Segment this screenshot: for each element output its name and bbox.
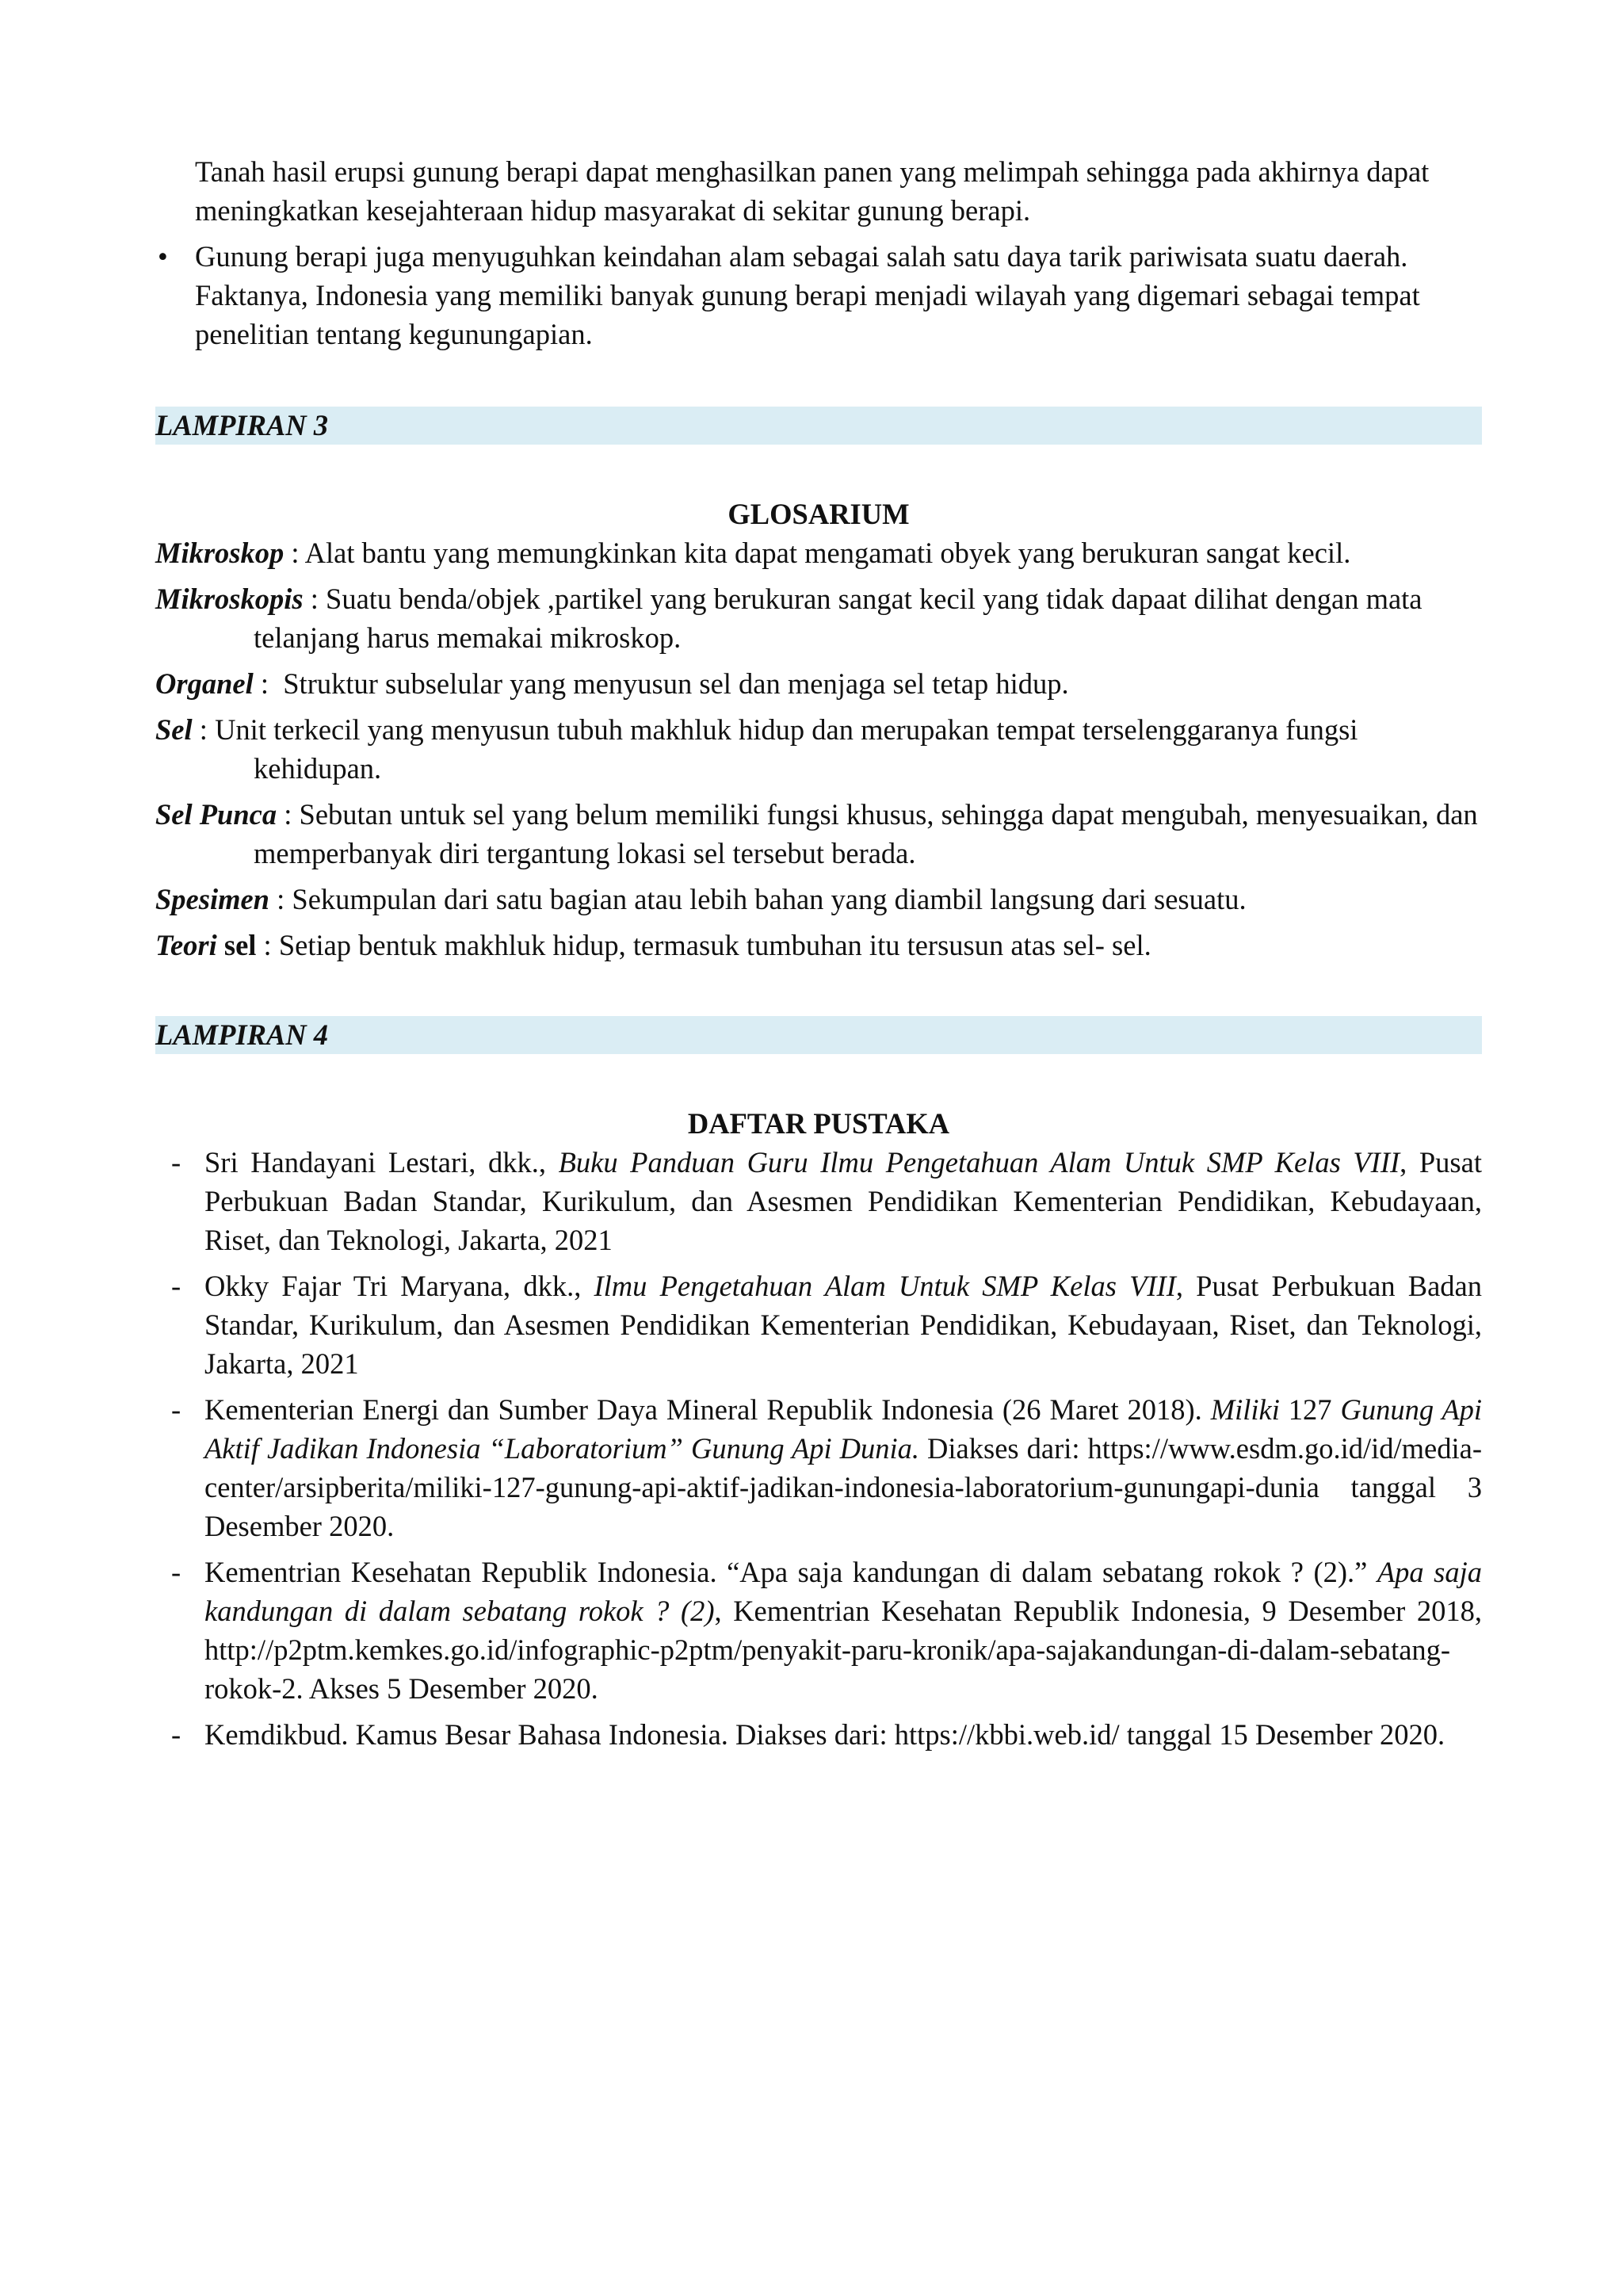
reference-text: , Kementrian Kesehatan Republik Indonesia, 9 Desember 2018, http://p2ptm.kemkes.go.id/infographic-p2ptm/penyakit-paru-kronik/apa-sajakandungan-di-dalam-sebatang-rokok-2. Akses 5 Desember 2020. [204, 1595, 1482, 1705]
glossary-entry [155, 926, 1482, 965]
reference-text: 127 [1279, 1393, 1341, 1426]
reference-title: Apa saja kandungan di dalam sebatang rokok ? (2) [204, 1556, 1482, 1627]
reference-text: , Pusat Perbukuan Badan Standar, Kurikulum, dan Asesmen Pendidikan Kementerian Pendidikan, Kebudayaan, Riset, dan Teknologi, Jakarta, 2021 [204, 1270, 1482, 1380]
glossary-definition: Sebutan untuk sel yang belum memiliki fungsi khusus, sehingga dapat mengubah, menyesuaikan, dan memperbanyak diri tergantung lokasi sel tersebut berada. [254, 798, 1478, 869]
glossary-separator: : [277, 798, 300, 831]
reference-dash: - [171, 1393, 181, 1426]
glossary-list [155, 533, 1482, 965]
glossary-separator: : [256, 929, 279, 961]
glossary-entry [155, 579, 1482, 657]
glossary-term-plain: sel [216, 929, 257, 961]
glosarium-heading: GLOSARIUM [727, 498, 910, 530]
glossary-term: Spesimen [155, 883, 269, 915]
reference-text: Sri Handayani Lestari, dkk., [204, 1146, 559, 1179]
daftar-pustaka-heading: DAFTAR PUSTAKA [687, 1107, 950, 1140]
lampiran-3-header [155, 407, 1482, 445]
glossary-term: Sel Punca [155, 798, 277, 831]
reference-item [155, 1715, 1482, 1754]
reference-item [155, 1390, 1482, 1545]
reference-text: Okky Fajar Tri Maryana, dkk., [204, 1270, 594, 1302]
reference-text: Kementerian Energi dan Sumber Daya Mineral Republik Indonesia (26 Maret 2018). [204, 1393, 1211, 1426]
reference-text: , Pusat Perbukuan Badan Standar, Kurikulum, dan Asesmen Pendidikan Kementerian Pendidikan, Kebudayaan, Riset, dan Teknologi, Jakarta, 2021 [204, 1146, 1482, 1256]
glossary-separator: : [284, 537, 305, 569]
bullet-item [155, 237, 1482, 353]
reference-title: Gunung Api Aktif Jadikan Indonesia “Laboratorium” Gunung Api Dunia. [204, 1393, 1483, 1465]
reference-title: Buku Panduan Guru Ilmu Pengetahuan Alam Untuk SMP Kelas VIII [558, 1146, 1400, 1179]
page-content [155, 152, 1482, 1761]
lampiran-3-label: LAMPIRAN 3 [155, 409, 329, 441]
glossary-definition: Sekumpulan dari satu bagian atau lebih bahan yang diambil langsung dari sesuatu. [292, 883, 1247, 915]
reference-title: Ilmu Pengetahuan Alam Untuk SMP Kelas VIII [594, 1270, 1176, 1302]
glossary-entry [155, 880, 1482, 919]
glossary-definition: Struktur subselular yang menyusun sel dan menjaga sel tetap hidup. [283, 667, 1069, 700]
glossary-separator: : [253, 667, 284, 700]
glossary-separator: : [269, 883, 292, 915]
lampiran-4-header [155, 1016, 1482, 1054]
glossary-separator: : [192, 713, 216, 746]
lampiran-4-label: LAMPIRAN 4 [155, 1018, 329, 1051]
reference-text: Kementrian Kesehatan Republik Indonesia. “Apa saja kandungan di dalam sebatang rokok ? (2).” [204, 1556, 1377, 1588]
reference-text: Diakses dari: https://www.esdm.go.id/id/media-center/arsipberita/miliki-127-gunung-api-aktif-jadikan-indonesia-laboratorium-gunungapi-dunia tanggal 3 Desember 2020. [204, 1432, 1482, 1542]
glossary-entry [155, 710, 1482, 788]
glossary-definition: Unit terkecil yang menyusun tubuh makhluk hidup dan merupakan tempat terselenggaranya fungsi kehidupan. [215, 713, 1358, 785]
reference-item [155, 1143, 1482, 1259]
glossary-term: Mikroskop [155, 537, 285, 569]
glossary-term: Sel [155, 713, 193, 746]
reference-dash: - [171, 1270, 181, 1302]
glossary-term-italic: Teori [155, 929, 217, 961]
glossary-term: Mikroskopis [155, 583, 304, 615]
reference-item [155, 1266, 1482, 1383]
reference-dash: - [171, 1718, 181, 1751]
glossary-definition: Setiap bentuk makhluk hidup, termasuk tumbuhan itu tersusun atas sel- sel. [278, 929, 1151, 961]
reference-text: Kemdikbud. Kamus Besar Bahasa Indonesia. Diakses dari: https://kbbi.web.id/ tanggal 15 Desember 2020. [204, 1718, 1445, 1751]
reference-item [155, 1553, 1482, 1708]
glossary-definition: Alat bantu yang memungkinkan kita dapat mengamati obyek yang berukuran sangat kecil. [304, 537, 1351, 569]
reference-title: Miliki [1210, 1393, 1280, 1426]
bullet-text: Gunung berapi juga menyuguhkan keindahan alam sebagai salah satu daya tarik pariwisata suatu daerah. Faktanya, Indonesia yang memiliki banyak gunung berapi menjadi wilayah yang digemari sebagai tempat penelitian tentang kegunungapian. [195, 240, 1420, 350]
glossary-term: Organel [155, 667, 254, 700]
reference-dash: - [171, 1146, 181, 1179]
glossary-term [155, 929, 256, 961]
reference-dash: - [171, 1556, 181, 1588]
glossary-entry [155, 795, 1482, 873]
reference-list [155, 1143, 1482, 1754]
intro-paragraph: Tanah hasil erupsi gunung berapi dapat menghasilkan panen yang melimpah sehingga pada akhirnya dapat meningkatkan kesejahteraan hidup masyarakat di sekitar gunung berapi. [195, 155, 1430, 227]
glossary-definition: Suatu benda/objek ,partikel yang berukuran sangat kecil yang tidak dapaat dilihat dengan mata telanjang harus memakai mikroskop. [254, 583, 1423, 654]
glossary-entry [155, 664, 1482, 703]
bullet-symbol: • [158, 240, 168, 273]
glossary-separator: : [303, 583, 327, 615]
glossary-entry [155, 533, 1482, 572]
